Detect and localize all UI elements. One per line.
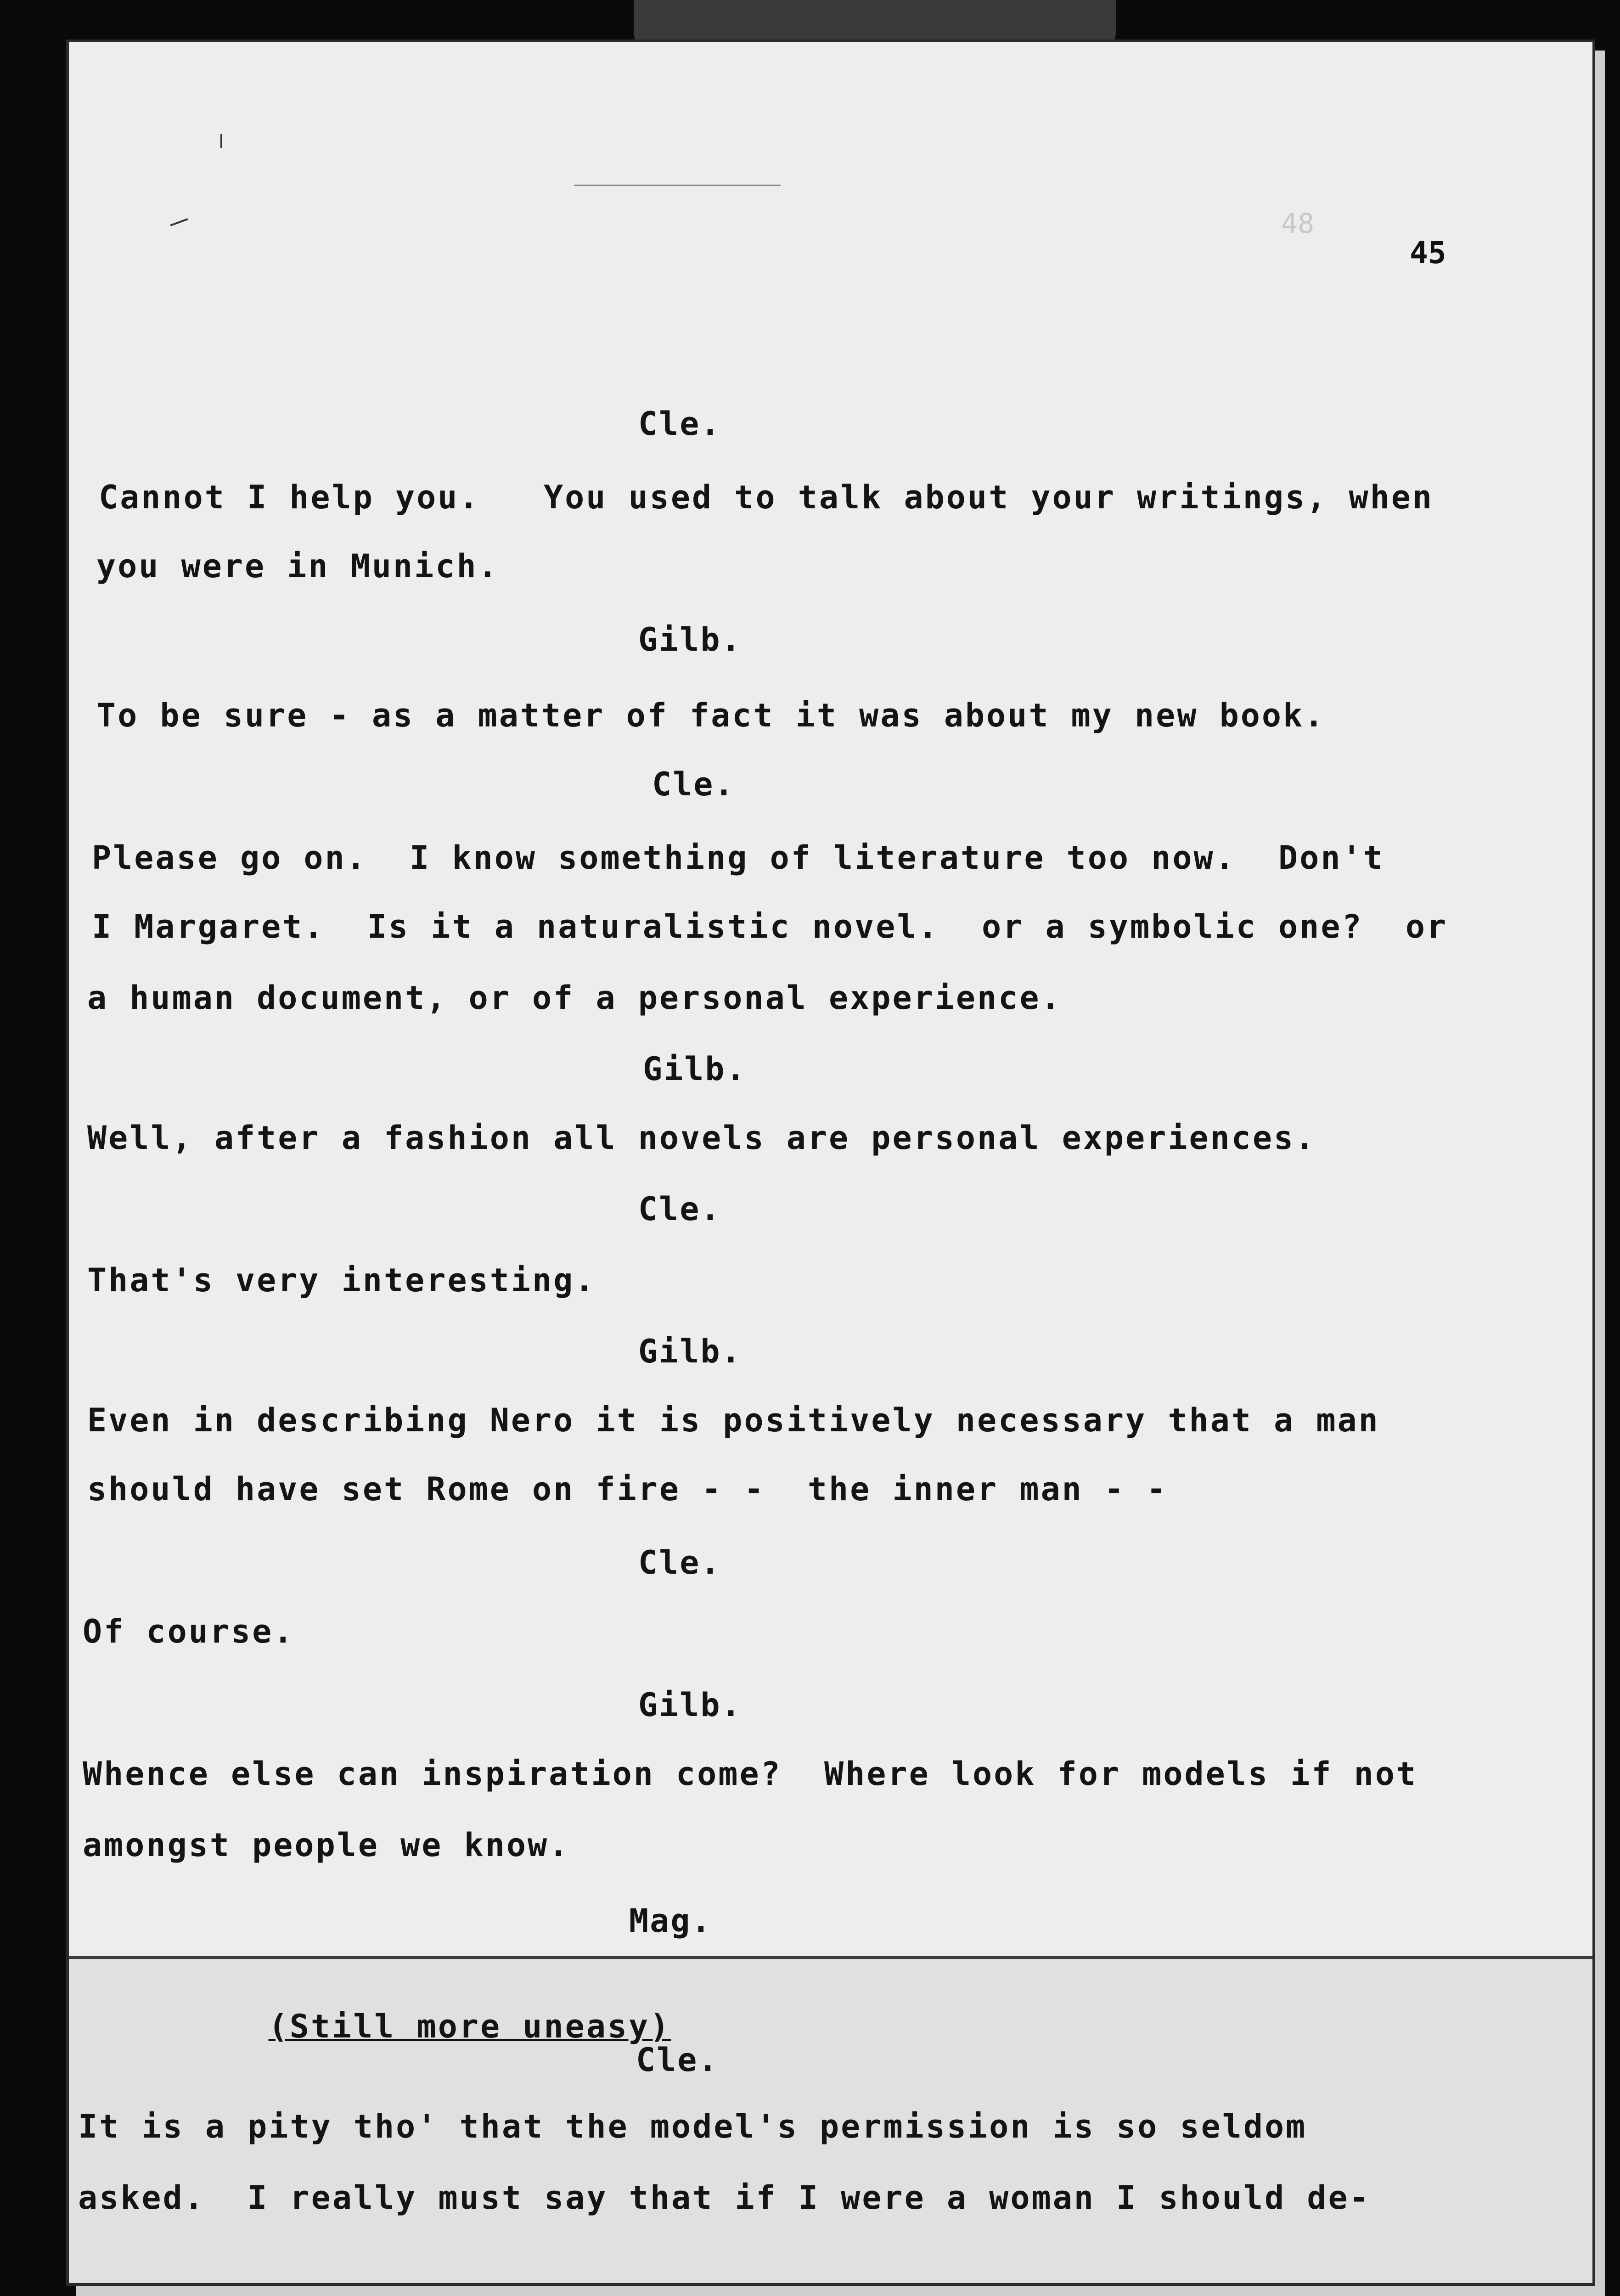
speaker-cle: Cle. [638,1544,721,1581]
dialogue-line: Of course. [83,1613,295,1650]
scan-mark [220,134,222,148]
scan-mark [574,185,781,186]
typescript-page [69,42,1592,2283]
dialogue-line: asked. I really must say that if I were a woman I should de- [78,2179,1371,2217]
dialogue-line: Cannot I help you. You used to talk about your writings, when [99,478,1434,516]
stage-direction [184,1970,671,2083]
speaker-cle: Cle. [638,405,721,443]
dialogue-line: Even in describing Nero it is positively necessary that a man [87,1401,1380,1439]
speaker-gilb: Gilb. [638,1333,742,1370]
dialogue-line: Well, after a fashion all novels are personal experiences. [87,1119,1316,1157]
dialogue-line: Please go on. I know something of literature too now. Don't [92,839,1384,877]
stage-direction-text: (Still more uneasy) [268,2008,671,2045]
speaker-gilb: Gilb. [638,1686,742,1724]
speaker-gilb: Gilb. [643,1050,747,1088]
speaker-cle: Cle. [652,765,735,803]
dialogue-line: It is a pity tho' that the model's permission is so seldom [78,2108,1307,2145]
page-number: 45 [1410,235,1446,270]
dialogue-line: a human document, or of a personal experience. [87,979,1062,1017]
dialogue-line: Whence else can inspiration come? Where look for models if not [83,1755,1418,1793]
speaker-cle: Cle. [638,1190,721,1228]
dialogue-line: That's very interesting. [87,1261,596,1299]
dialogue-line: I Margaret. Is it a naturalistic novel. or a symbolic one? or [92,908,1448,945]
speaker-cle: Cle. [636,2041,719,2079]
speaker-mag: Mag. [629,1902,712,1940]
speaker-gilb: Gilb. [638,621,742,658]
dialogue-line: should have set Rome on fire - - the inner man - - [87,1470,1168,1508]
scan-mark [170,218,188,226]
dialogue-line: amongst people we know. [83,1826,570,1864]
faint-page-number: 48 [1281,208,1315,240]
dialogue-line: To be sure - as a matter of fact it was about my new book. [96,697,1326,734]
dialogue-line: you were in Munich. [96,547,499,585]
